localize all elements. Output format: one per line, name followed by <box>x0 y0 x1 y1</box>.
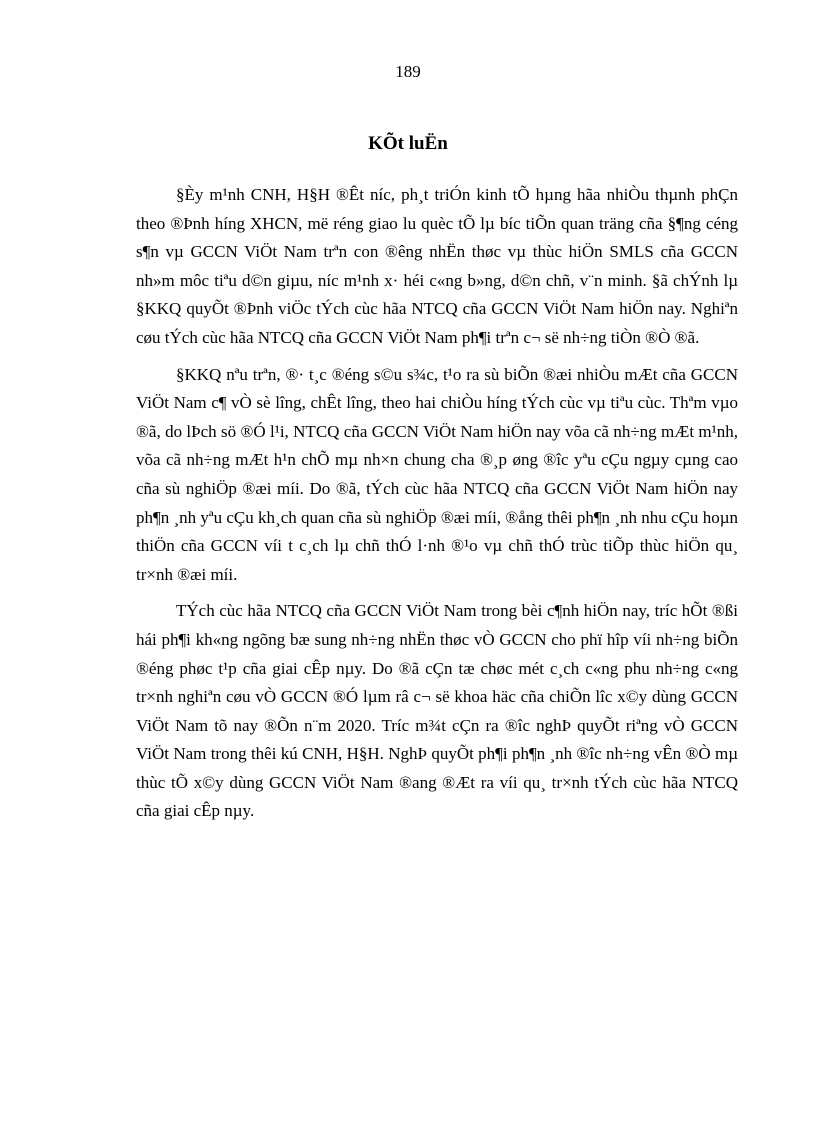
paragraph: §Èy m¹nh CNH, H§H ®Êt níc, ph¸t triÓn kinh tÕ hµng hãa nhiÒu thµnh phÇn theo ®Þnh híng XHCN, më réng giao lu quèc tÕ lµ bíc tiÕn quan träng cña §¶ng céng s¶n vµ GCCN ViÖt Nam trªn con ®êng nhËn thøc vµ thùc hiÖn SMLS cña GCCN nh»m môc tiªu d©n giµu, níc m¹nh x· héi c«ng b»ng, d©n chñ, v¨n minh. §ã chÝnh lµ §KKQ quyÕt ®Þnh viÖc tÝch cùc hãa NTCQ cña GCCN ViÖt Nam hiÖn nay. Nghiªn cøu tÝch cùc hãa NTCQ cña GCCN ViÖt Nam ph¶i trªn c¬ së nh÷ng tiÒn ®Ò ®ã. <box>136 185 738 347</box>
paragraph: §KKQ nªu trªn, ®· t¸c ®éng s©u s¾c, t¹o ra sù biÕn ®æi nhiÒu mÆt cña GCCN ViÖt Nam c¶ vÒ sè lîng, chÊt lîng, theo hai chiÒu híng tÝch cùc vµ tiªu cùc. Thªm vµo ®ã, do lÞch sö ®Ó l¹i, NTCQ cña GCCN ViÖt Nam hiÖn nay võa cã nh÷ng mÆt m¹nh, võa cã nh÷ng mÆt h¹n chÕ mµ nh×n chung cha ®¸p øng ®îc yªu cÇu ngµy cµng cao cña sù nghiÖp ®æi míi. Do ®ã, tÝch cùc hãa NTCQ cña GCCN ViÖt Nam hiÖn nay ph¶n ¸nh yªu cÇu kh¸ch quan cña sù nghiÖp ®æi míi, ®ång thêi ph¶n ¸nh nhu cÇu hoµn thiÖn cña GCCN víi t c¸ch lµ chñ thÓ l·nh ®¹o vµ chñ thÓ trùc tiÕp thùc hiÖn qu¸ tr×nh ®æi míi. <box>136 364 738 584</box>
paragraph: TÝch cùc hãa NTCQ cña GCCN ViÖt Nam trong bèi c¶nh hiÖn nay, tríc hÕt ®ßi hái ph¶i kh«ng ngõng bæ sung nh÷ng nhËn thøc vÒ GCCN cho phï hîp víi nh÷ng biÕn ®éng phøc t¹p cña giai cÊp nµy. Do ®ã cÇn tæ chøc mét c¸ch c«ng phu nh÷ng c«ng tr×nh nghiªn cøu vÒ GCCN ®Ó lµm râ c¬ së khoa häc cña chiÕn lîc x©y dùng GCCN ViÖt Nam tõ nay ®Õn n¨m 2020. Tríc m¾t cÇn ra ®îc nghÞ quyÕt riªng vÒ GCCN ViÖt Nam trong thêi kú CNH, H§H. NghÞ quyÕt ph¶i ph¶n ¸nh ®îc nh÷ng vÊn ®Ò mµ thùc tÕ x©y dùng GCCN ViÖt Nam ®ang ®Æt ra víi qu¸ tr×nh tÝch cùc hãa NTCQ cña giai cÊp nµy. <box>136 601 738 821</box>
page-title: KÕt luËn <box>368 133 448 154</box>
body-text <box>136 181 738 826</box>
page-number: 189 <box>395 62 421 81</box>
